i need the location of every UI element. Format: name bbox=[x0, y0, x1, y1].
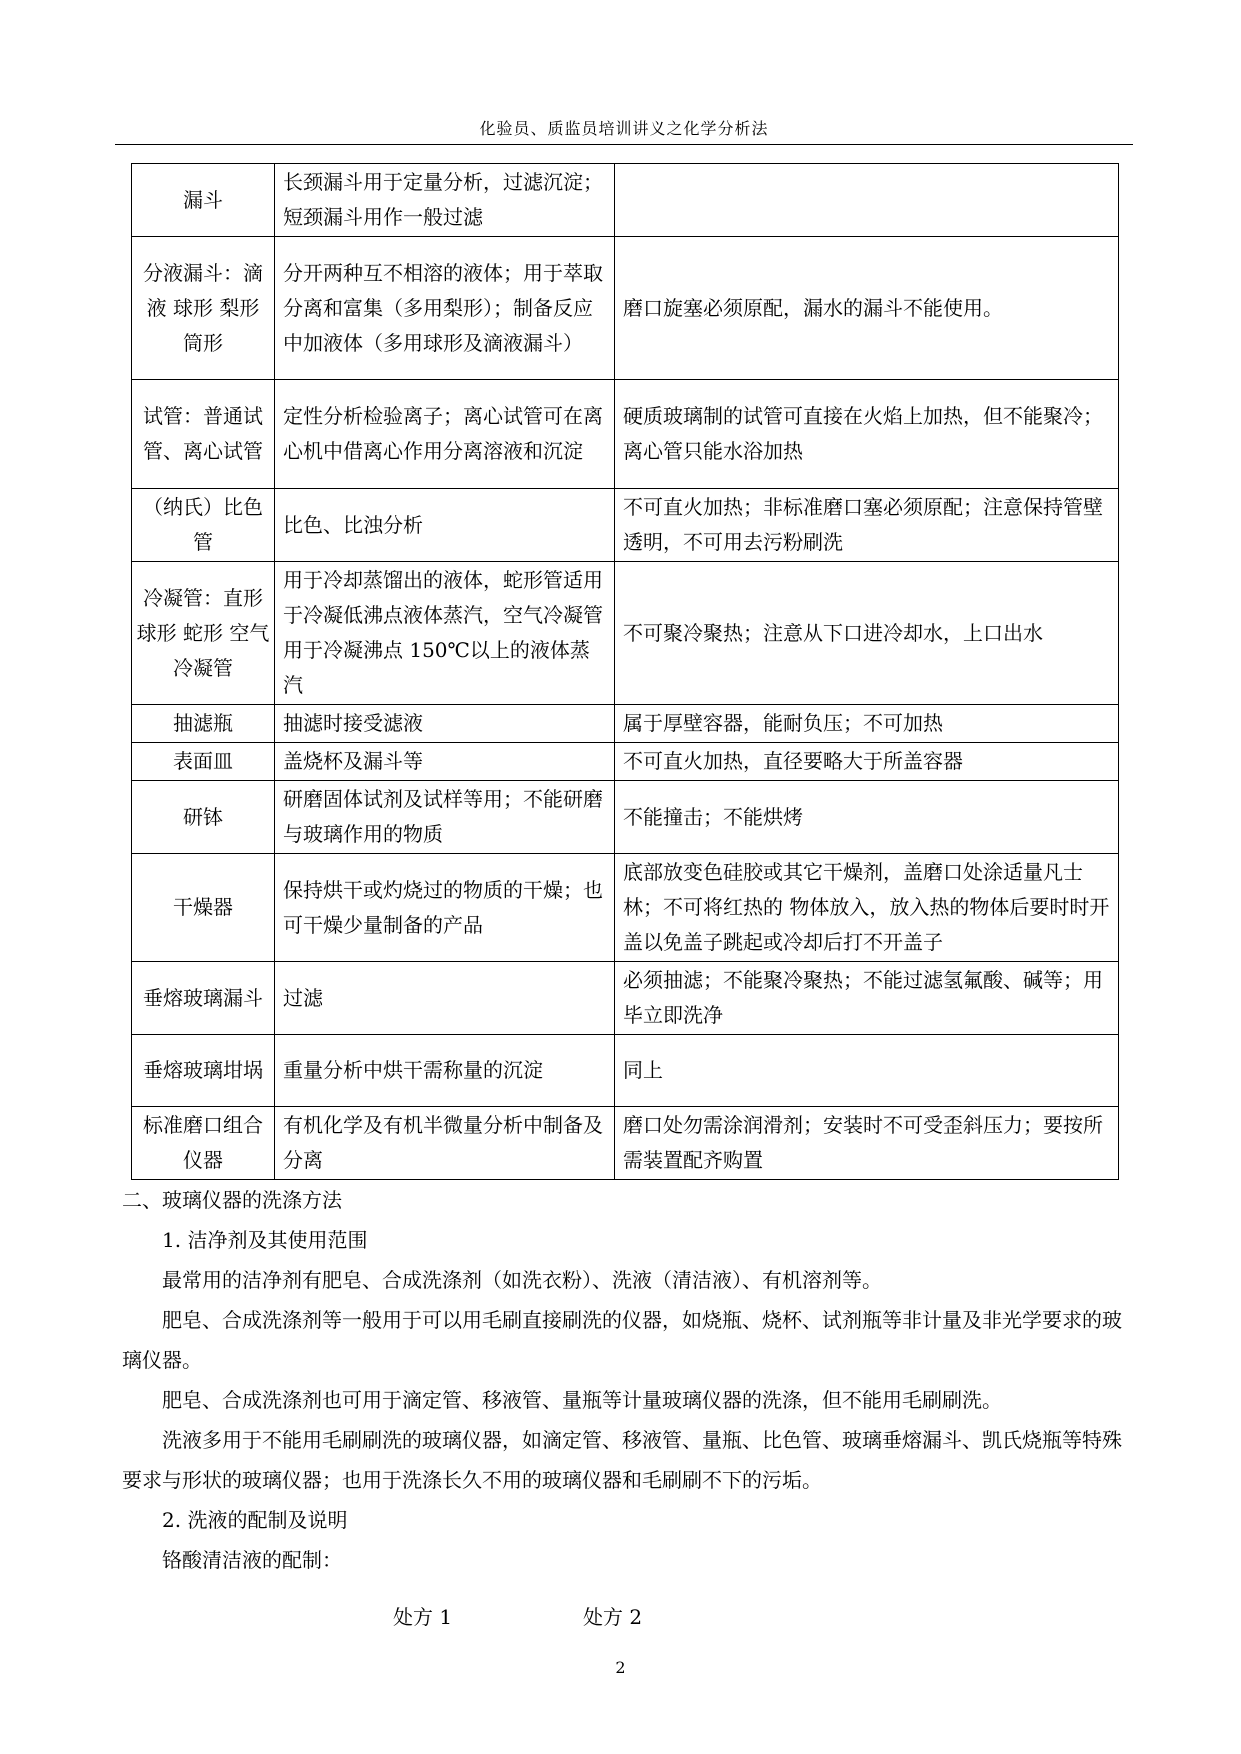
instrument-name-cell: 垂熔玻璃漏斗 bbox=[132, 962, 275, 1035]
instrument-table bbox=[131, 163, 1119, 1180]
table-row bbox=[132, 1107, 1119, 1180]
instrument-use-cell: 盖烧杯及漏斗等 bbox=[275, 743, 615, 781]
instrument-use-cell: 研磨固体试剂及试样等用；不能研磨与玻璃作用的物质 bbox=[275, 781, 615, 854]
instrument-name-cell: 标准磨口组合仪器 bbox=[132, 1107, 275, 1180]
instrument-note-cell: 底部放变色硅胶或其它干燥剂，盖磨口处涂适量凡士林；不可将红热的 物体放入，放入热的物体后要时时开盖以免盖子跳起或冷却后打不开盖子 bbox=[615, 854, 1119, 962]
table-row bbox=[132, 743, 1119, 781]
instrument-name-cell: 表面皿 bbox=[132, 743, 275, 781]
recipe-label-1: 处方 1 bbox=[393, 1605, 453, 1629]
instrument-name-cell: 抽滤瓶 bbox=[132, 705, 275, 743]
instrument-use-cell: 重量分析中烘干需称量的沉淀 bbox=[275, 1035, 615, 1107]
table-row bbox=[132, 489, 1119, 562]
table-row bbox=[132, 962, 1119, 1035]
section-heading: 二、玻璃仪器的洗涤方法 bbox=[122, 1188, 342, 1212]
page-number: 2 bbox=[615, 1658, 626, 1677]
section-body bbox=[122, 1180, 1133, 1580]
instrument-name-cell: 分液漏斗：滴液 球形 梨形 筒形 bbox=[132, 237, 275, 380]
instrument-use-cell: 用于冷却蒸馏出的液体，蛇形管适用于冷凝低沸点液体蒸汽，空气冷凝管用于冷凝沸点 150℃以上的液体蒸汽 bbox=[275, 562, 615, 705]
instrument-use-cell: 定性分析检验离子；离心试管可在离心机中借离心作用分离溶液和沉淀 bbox=[275, 380, 615, 489]
instrument-use-cell: 分开两种互不相溶的液体；用于萃取分离和富集（多用梨形）；制备反应中加液体（多用球形及滴液漏斗） bbox=[275, 237, 615, 380]
instrument-use-cell: 比色、比浊分析 bbox=[275, 489, 615, 562]
recipe-label-2: 处方 2 bbox=[583, 1605, 643, 1629]
instrument-name-cell: 垂熔玻璃坩埚 bbox=[132, 1035, 275, 1107]
instrument-use-cell: 过滤 bbox=[275, 962, 615, 1035]
instrument-note-cell: 不能撞击；不能烘烤 bbox=[615, 781, 1119, 854]
paragraph: 最常用的洁净剂有肥皂、合成洗涤剂（如洗衣粉）、洗液（清洁液）、有机溶剂等。 bbox=[162, 1268, 882, 1292]
instrument-name-cell: 干燥器 bbox=[132, 854, 275, 962]
paragraph: 肥皂、合成洗涤剂也可用于滴定管、移液管、量瓶等计量玻璃仪器的洗涤，但不能用毛刷刷洗。 bbox=[162, 1388, 1002, 1412]
table-row bbox=[132, 705, 1119, 743]
instrument-note-cell: 属于厚壁容器，能耐负压；不可加热 bbox=[615, 705, 1119, 743]
instrument-note-cell: 不可直火加热，直径要略大于所盖容器 bbox=[615, 743, 1119, 781]
instrument-use-cell: 保持烘干或灼烧过的物质的干燥；也可干燥少量制备的产品 bbox=[275, 854, 615, 962]
paragraph: 肥皂、合成洗涤剂等一般用于可以用毛刷直接刷洗的仪器，如烧瓶、烧杯、试剂瓶等非计量及非光学要求的玻璃仪器。 bbox=[122, 1308, 1122, 1372]
paragraph: 洗液多用于不能用毛刷刷洗的玻璃仪器，如滴定管、移液管、量瓶、比色管、玻璃垂熔漏斗、凯氏烧瓶等特殊要求与形状的玻璃仪器；也用于洗涤长久不用的玻璃仪器和毛刷刷不下的污垢。 bbox=[122, 1428, 1122, 1492]
instrument-note-cell: 硬质玻璃制的试管可直接在火焰上加热，但不能聚冷；离心管只能水浴加热 bbox=[615, 380, 1119, 489]
table-row bbox=[132, 380, 1119, 489]
paragraph: 铬酸清洁液的配制： bbox=[162, 1548, 342, 1572]
instrument-name-cell: 漏斗 bbox=[132, 164, 275, 237]
table-row bbox=[132, 854, 1119, 962]
table-row bbox=[132, 562, 1119, 705]
table-row bbox=[132, 237, 1119, 380]
instrument-note-cell: 磨口处勿需涂润滑剂；安装时不可受歪斜压力；要按所需装置配齐购置 bbox=[615, 1107, 1119, 1180]
instrument-name-cell: 试管：普通试管、离心试管 bbox=[132, 380, 275, 489]
instrument-name-cell: 冷凝管：直形 球形 蛇形 空气冷凝管 bbox=[132, 562, 275, 705]
subsection-heading: 1. 洁净剂及其使用范围 bbox=[162, 1228, 368, 1252]
instrument-use-cell: 抽滤时接受滤液 bbox=[275, 705, 615, 743]
instrument-note-cell: 磨口旋塞必须原配，漏水的漏斗不能使用。 bbox=[615, 237, 1119, 380]
instrument-note-cell: 同上 bbox=[615, 1035, 1119, 1107]
table-row bbox=[132, 781, 1119, 854]
header-rule bbox=[115, 144, 1133, 145]
subsection-heading: 2. 洗液的配制及说明 bbox=[162, 1508, 348, 1532]
instrument-note-cell: 不可聚冷聚热；注意从下口进冷却水，上口出水 bbox=[615, 562, 1119, 705]
instrument-use-cell: 长颈漏斗用于定量分析，过滤沉淀；短颈漏斗用作一般过滤 bbox=[275, 164, 615, 237]
table-row bbox=[132, 164, 1119, 237]
instrument-name-cell: 研钵 bbox=[132, 781, 275, 854]
instrument-note-cell bbox=[615, 164, 1119, 237]
instrument-name-cell: （纳氏）比色管 bbox=[132, 489, 275, 562]
instrument-note-cell: 必须抽滤；不能聚冷聚热；不能过滤氢氟酸、碱等；用毕立即洗净 bbox=[615, 962, 1119, 1035]
table-row bbox=[132, 1035, 1119, 1107]
instrument-note-cell: 不可直火加热；非标准磨口塞必须原配；注意保持管壁透明，不可用去污粉刷洗 bbox=[615, 489, 1119, 562]
instrument-use-cell: 有机化学及有机半微量分析中制备及分离 bbox=[275, 1107, 615, 1180]
page-header-title: 化验员、质监员培训讲义之化学分析法 bbox=[479, 119, 769, 138]
